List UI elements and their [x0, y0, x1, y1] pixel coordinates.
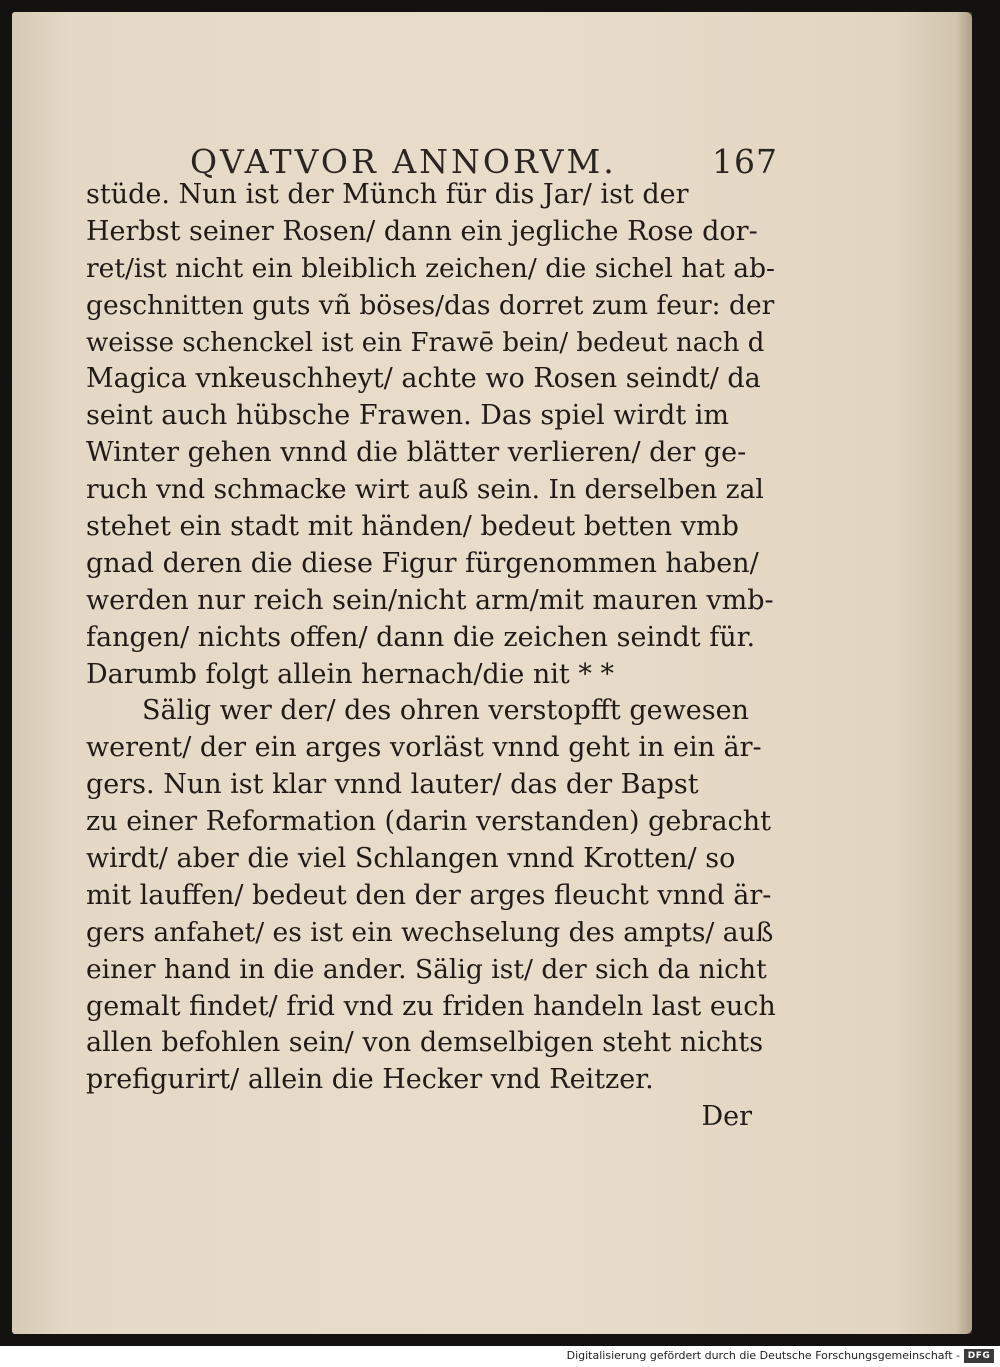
text-line: wirdt/ aber die viel Schlangen vnnd Krotten/ so — [86, 843, 736, 875]
text-line: gnad deren die diese Figur fürgenommen haben/ — [86, 547, 759, 579]
text-line: Herbst seiner Rosen/ dann ein jegliche Rose dor- — [86, 215, 758, 247]
text-line: seint auch hübsche Frawen. Das spiel wirdt im — [86, 400, 730, 432]
text-line: weisse schenckel ist ein Frawē bein/ bedeut nach d — [86, 327, 765, 358]
text-line: geschnitten guts vñ böses/das dorret zum feur: der — [86, 289, 775, 321]
text-line: stüde. Nun ist der Münch für dis Jar/ ist der — [86, 179, 689, 210]
text-line: mit lauffen/ bedeut den der arges fleucht vnnd är- — [86, 879, 772, 911]
text-line: gers anfahet/ es ist ein wechselung des ampts/ auß — [86, 916, 774, 948]
text-line: stehet ein stadt mit händen/ bedeut betten vmb — [86, 511, 739, 543]
text-line: Darumb folgt allein hernach/die nit * * — [86, 658, 614, 690]
text-line: gers. Nun ist klar vnnd lauter/ das der Bapst — [86, 769, 699, 801]
text-line: gemalt findet/ frid vnd zu friden handeln last euch — [86, 990, 776, 1022]
text-line: fangen/ nichts offen/ dann die zeichen seindt für. — [86, 621, 756, 653]
text-line: Magica vnkeuschheyt/ achte wo Rosen seindt/ da — [86, 363, 761, 395]
funding-credit: Digitalisierung gefördert durch die Deutsche Forschungsgemeinschaft - — [566, 1349, 960, 1362]
page-number: 167 — [712, 142, 778, 181]
dfg-logo: DFG — [964, 1349, 994, 1363]
running-title: QVATVOR ANNORVM. — [190, 142, 617, 181]
text-line: einer hand in die ander. Sälig ist/ der sich da nicht — [86, 953, 767, 985]
text-line: Winter gehen vnnd die blätter verlieren/ der ge- — [86, 437, 747, 469]
catchword: Der — [701, 1101, 752, 1133]
text-line: werent/ der ein arges vorläst vnnd geht in ein är- — [86, 732, 762, 764]
page-body — [86, 177, 776, 1136]
page-edge-shadow — [956, 12, 972, 1334]
text-line: allen befohlen sein/ von demselbigen steht nichts — [86, 1027, 764, 1059]
digitization-footer — [0, 1346, 1000, 1367]
text-line: prefigurirt/ allein die Hecker vnd Reitzer. — [86, 1064, 654, 1096]
text-line: ruch vnd schmacke wirt auß sein. In derselben zal — [86, 474, 764, 506]
text-line: werden nur reich sein/nicht arm/mit mauren vmb- — [86, 584, 774, 616]
text-line: ret/ist nicht ein bleiblich zeichen/ die sichel hat ab- — [86, 252, 775, 284]
book-page — [12, 12, 972, 1334]
paragraph-start-line: Sälig wer der/ des ohren verstopfft gewesen — [142, 695, 749, 727]
text-line: zu einer Reformation (darin verstanden) gebracht — [86, 806, 771, 838]
